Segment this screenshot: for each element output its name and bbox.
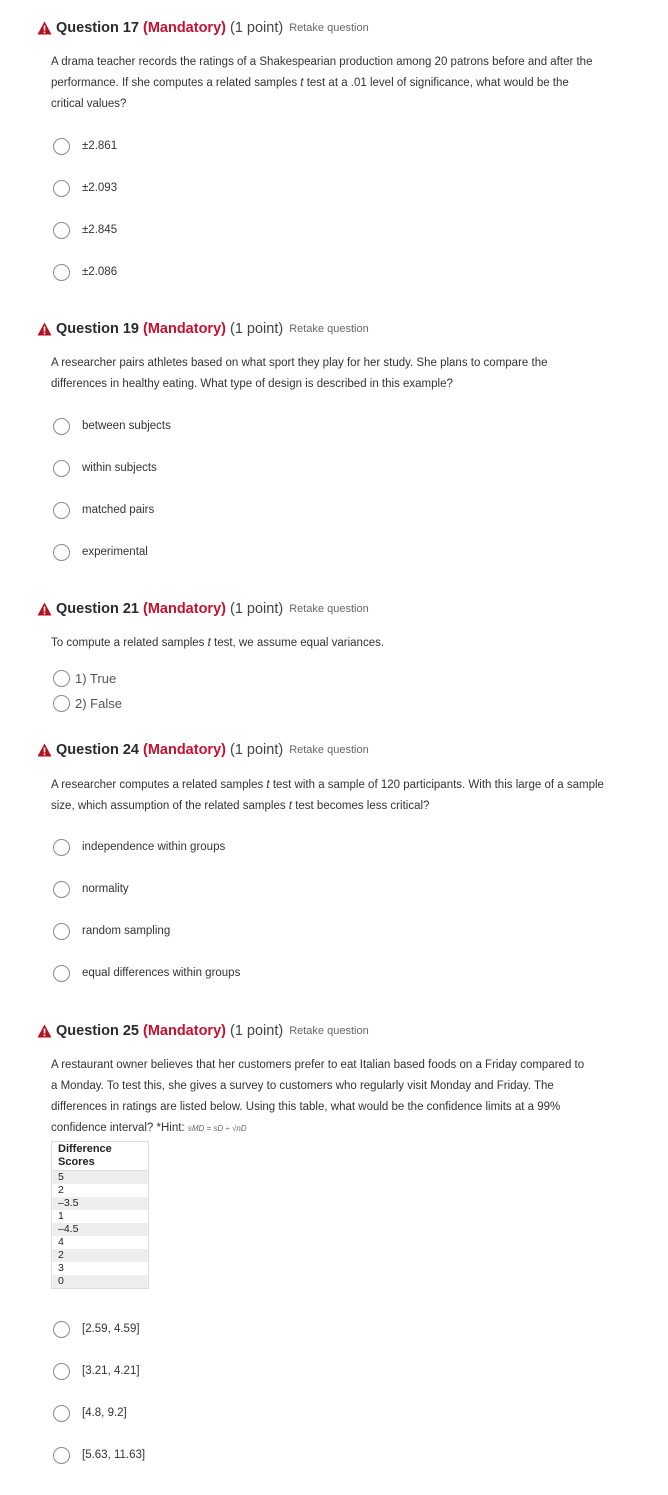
option-label: random sampling bbox=[82, 925, 171, 937]
table-row: 1 bbox=[52, 1210, 149, 1223]
question-stem: A drama teacher records the ratings of a Shakespearian production among 20 patrons before and after the performance. If she computes a related samples t test at a .01 level of significance, what would be the critical values? bbox=[51, 56, 593, 110]
table-row: 3 bbox=[52, 1262, 149, 1275]
points-label: (1 point) bbox=[229, 601, 284, 617]
table-row: 2 bbox=[52, 1184, 149, 1197]
question-title: Question 25 bbox=[56, 1023, 139, 1039]
answer-option[interactable] bbox=[53, 416, 171, 436]
radio-button[interactable] bbox=[53, 264, 70, 281]
option-label: [2.59, 4.59] bbox=[82, 1323, 140, 1335]
option-label: independence within groups bbox=[82, 841, 226, 853]
answer-option[interactable] bbox=[53, 1403, 127, 1423]
answer-option[interactable] bbox=[53, 1319, 140, 1339]
question-stem: A researcher pairs athletes based on what sport they play for her study. She plans to compare the differences in healthy eating. What type of design is described in this example? bbox=[51, 357, 548, 390]
answer-option[interactable] bbox=[53, 178, 117, 198]
retake-question-link[interactable]: Retake question bbox=[289, 323, 369, 335]
retake-question-link[interactable]: Retake question bbox=[289, 744, 369, 756]
option-label: ±2.093 bbox=[82, 182, 118, 194]
answer-option[interactable] bbox=[53, 963, 240, 983]
points-label: (1 point) bbox=[229, 1023, 284, 1039]
table-row: –4.5 bbox=[52, 1223, 149, 1236]
mandatory-label: (Mandatory) bbox=[143, 742, 226, 758]
mandatory-label: (Mandatory) bbox=[143, 321, 226, 337]
option-label: within subjects bbox=[82, 462, 157, 474]
option-label: [5.63, 11.63] bbox=[82, 1449, 146, 1461]
warning-icon bbox=[37, 743, 52, 757]
mandatory-label: (Mandatory) bbox=[143, 601, 226, 617]
table-row: 4 bbox=[52, 1236, 149, 1249]
option-label: ±2.086 bbox=[82, 266, 118, 278]
answer-option[interactable] bbox=[53, 542, 148, 562]
option-label: normality bbox=[82, 883, 129, 895]
option-label: equal differences within groups bbox=[82, 967, 241, 979]
question-header bbox=[37, 17, 369, 39]
radio-button[interactable] bbox=[53, 881, 70, 898]
question-stem: To compute a related samples t test, we assume equal variances. bbox=[51, 637, 385, 649]
radio-button[interactable] bbox=[53, 1447, 70, 1464]
question-title: Question 21 bbox=[56, 601, 139, 617]
answer-option[interactable] bbox=[53, 921, 170, 941]
option-label: [3.21, 4.21] bbox=[82, 1365, 140, 1377]
answer-option[interactable] bbox=[53, 879, 129, 899]
warning-icon bbox=[37, 1024, 52, 1038]
question-title: Question 19 bbox=[56, 321, 139, 337]
mandatory-label: (Mandatory) bbox=[143, 1023, 226, 1039]
radio-button[interactable] bbox=[53, 965, 70, 982]
table-row: 5 bbox=[52, 1171, 149, 1185]
option-label: experimental bbox=[82, 546, 148, 558]
answer-option[interactable] bbox=[53, 693, 122, 713]
radio-button[interactable] bbox=[53, 418, 70, 435]
radio-button[interactable] bbox=[53, 839, 70, 856]
retake-question-link[interactable]: Retake question bbox=[289, 1025, 369, 1037]
radio-button[interactable] bbox=[53, 544, 70, 561]
question-header bbox=[37, 598, 369, 620]
answer-option[interactable] bbox=[53, 220, 117, 240]
radio-button[interactable] bbox=[53, 502, 70, 519]
radio-button[interactable] bbox=[53, 695, 70, 712]
table-row: 0 bbox=[52, 1275, 149, 1289]
answer-option[interactable] bbox=[53, 1445, 145, 1465]
retake-question-link[interactable]: Retake question bbox=[289, 603, 369, 615]
option-label: ±2.861 bbox=[82, 140, 118, 152]
radio-button[interactable] bbox=[53, 1321, 70, 1338]
option-label: 1) True bbox=[75, 670, 117, 686]
answer-option[interactable] bbox=[53, 500, 154, 520]
answer-option[interactable] bbox=[53, 458, 157, 478]
radio-button[interactable] bbox=[53, 670, 70, 687]
radio-button[interactable] bbox=[53, 460, 70, 477]
option-label: matched pairs bbox=[82, 504, 155, 516]
mandatory-label: (Mandatory) bbox=[143, 20, 226, 36]
points-label: (1 point) bbox=[229, 742, 284, 758]
table-header: Difference Scores bbox=[52, 1142, 149, 1171]
question-stem: A researcher computes a related samples t test with a sample of 120 participants. With this large of a sample size, which assumption of the related samples t test becomes less critical? bbox=[51, 779, 604, 812]
option-label: 2) False bbox=[75, 695, 122, 711]
answer-option[interactable] bbox=[53, 136, 117, 156]
answer-option[interactable] bbox=[53, 668, 116, 688]
radio-button[interactable] bbox=[53, 180, 70, 197]
question-title: Question 24 bbox=[56, 742, 139, 758]
answer-option[interactable] bbox=[53, 837, 225, 857]
question-stem: A restaurant owner believes that her customers prefer to eat Italian based foods on a Friday compared to a Monday. To test this, she gives a survey to customers who regularly visit Monday and Friday. The differences in ratings are listed below. Using this table, what would be the confidence limits at a 99% confidence interval? *Hint: sMD = sD ÷ √nD bbox=[51, 1059, 585, 1134]
question-title: Question 17 bbox=[56, 20, 139, 36]
radio-button[interactable] bbox=[53, 1363, 70, 1380]
hint-formula: sMD = sD ÷ √nD bbox=[187, 1124, 247, 1133]
difference-scores-table bbox=[51, 1141, 149, 1289]
answer-option[interactable] bbox=[53, 1361, 140, 1381]
warning-icon bbox=[37, 21, 52, 35]
points-label: (1 point) bbox=[229, 321, 284, 337]
warning-icon bbox=[37, 322, 52, 336]
question-header bbox=[37, 318, 369, 340]
points-label: (1 point) bbox=[229, 20, 284, 36]
radio-button[interactable] bbox=[53, 138, 70, 155]
warning-icon bbox=[37, 602, 52, 616]
question-header bbox=[37, 739, 369, 761]
radio-button[interactable] bbox=[53, 923, 70, 940]
option-label: [4.8, 9.2] bbox=[82, 1407, 127, 1419]
table-row: –3.5 bbox=[52, 1197, 149, 1210]
answer-option[interactable] bbox=[53, 262, 117, 282]
option-label: ±2.845 bbox=[82, 224, 118, 236]
question-header bbox=[37, 1020, 369, 1042]
table-row: 2 bbox=[52, 1249, 149, 1262]
retake-question-link[interactable]: Retake question bbox=[289, 22, 369, 34]
option-label: between subjects bbox=[82, 420, 171, 432]
radio-button[interactable] bbox=[53, 222, 70, 239]
radio-button[interactable] bbox=[53, 1405, 70, 1422]
